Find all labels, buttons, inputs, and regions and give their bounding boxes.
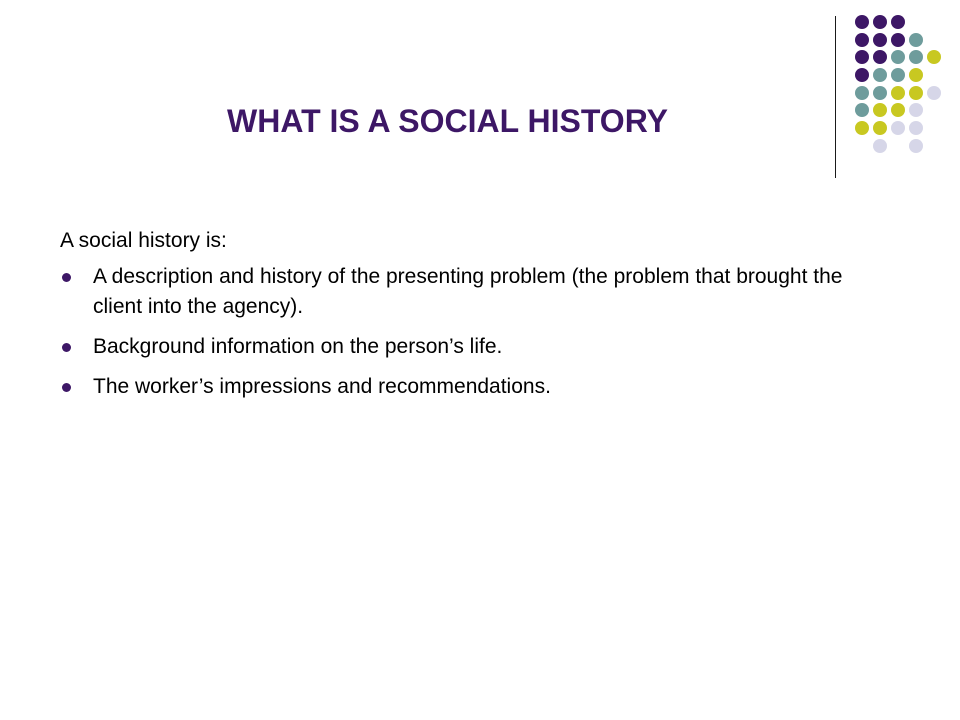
decorative-dot [855,121,869,135]
bullet-dot-icon [62,383,71,392]
decorative-dot [891,103,905,117]
decorative-dot [927,86,941,100]
vertical-divider [835,16,836,178]
decorative-dot [909,50,923,64]
decorative-dot [855,33,869,47]
bullet-dot-icon [62,273,71,282]
decorative-dot [855,50,869,64]
decorative-dot [873,33,887,47]
decorative-dot [855,68,869,82]
bullet-item [60,262,880,322]
decorative-dot [873,139,887,153]
decorative-dot [909,86,923,100]
intro-text: A social history is: [60,229,227,252]
decorative-dot [873,86,887,100]
decorative-dot [855,103,869,117]
slide-body [60,226,880,412]
bullet-item [60,332,880,362]
decorative-dot [873,103,887,117]
decorative-dot [873,121,887,135]
bullet-text: The worker’s impressions and recommendations. [93,375,551,398]
decorative-dot [891,15,905,29]
decorative-dot [891,68,905,82]
decorative-dot [909,33,923,47]
decorative-dot [873,68,887,82]
decorative-dot [855,86,869,100]
bullet-text: Background information on the person’s life. [93,335,503,358]
decorative-dot [891,86,905,100]
decorative-dot [855,15,869,29]
bullet-item [60,372,880,402]
decorative-dot [909,139,923,153]
decorative-dot [927,50,941,64]
bullet-text: A description and history of the presenting problem (the problem that brought the client into the agency). [93,265,843,318]
slide-title: WHAT IS A SOCIAL HISTORY [227,103,668,139]
decorative-dot [873,15,887,29]
decorative-dot [909,103,923,117]
decorative-dot [873,50,887,64]
bullet-list [60,262,880,402]
bullet-dot-icon [62,343,71,352]
decorative-dot [891,121,905,135]
decorative-dot [909,68,923,82]
decorative-dot [891,50,905,64]
decorative-dot [891,33,905,47]
decorative-dot [909,121,923,135]
